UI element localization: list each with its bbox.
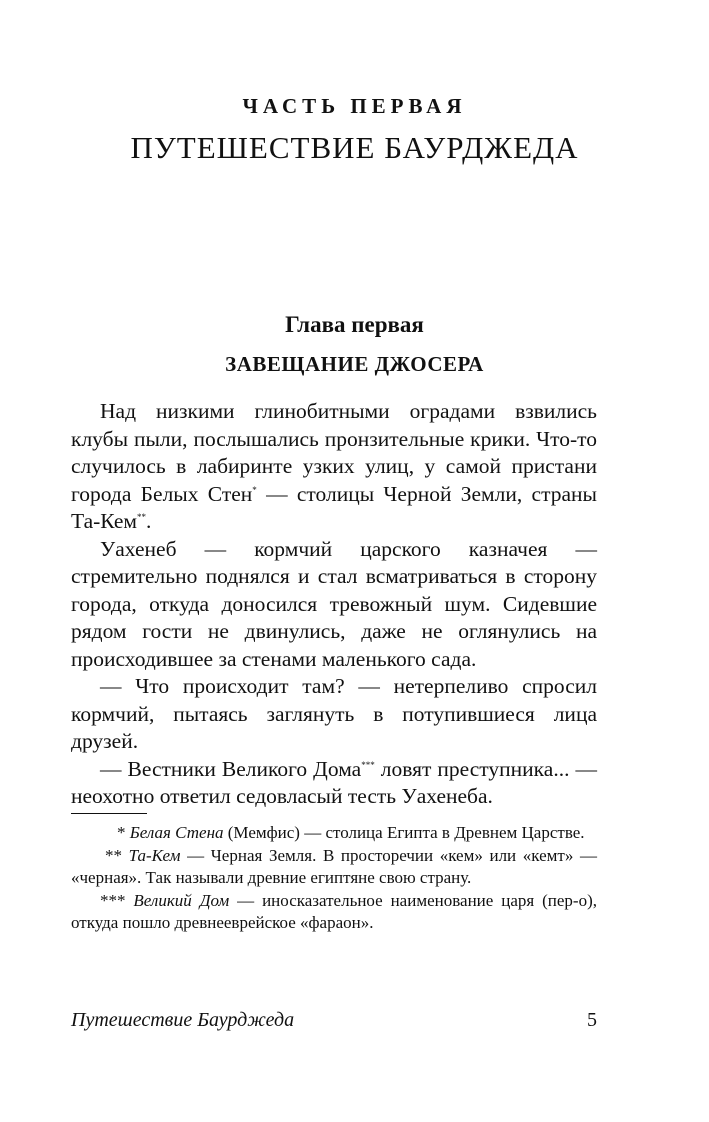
- footnote-3-text: — иносказательное наименование царя (пер-о), откуда пошло древнееврейское «фараон».: [71, 890, 597, 932]
- footnotes: [71, 822, 597, 935]
- paragraph-2: Уахенеб — кормчий царского казначея — стремительно поднялся и стал всматриваться в сторону города, откуда доносился тревожный шум. Сидевшие рядом гости не двинулись, даже не оглянулись на происходившее за стенами маленького сада.: [71, 536, 597, 671]
- paragraph-4: [71, 756, 597, 811]
- paragraph-1: [71, 398, 597, 536]
- footnote-1-marker: *: [117, 823, 130, 842]
- running-footer-title: Путешествие Баурджеда: [71, 1009, 295, 1031]
- footnote-rule: [71, 813, 147, 814]
- book-title: ПУТЕШЕСТВИЕ БАУРДЖЕДА: [130, 130, 579, 165]
- paragraph-1-text-a: Над низкими глинобитными оградами взвились клубы пыли, послышались пронзительные крики. Что-то случилось в лабиринте узких улиц, у самой пристани города Белых Стен: [71, 399, 597, 506]
- footnote-ref-2: **: [136, 511, 146, 522]
- footnote-2-marker: **: [105, 845, 129, 865]
- footnote-ref-1: *: [252, 484, 257, 495]
- footnote-1-text: (Мемфис) — столица Египта в Древнем Царстве.: [223, 823, 585, 842]
- footnote-3-term: Великий Дом: [133, 890, 230, 910]
- footnote-2: [71, 845, 597, 890]
- part-label: ЧАСТЬ ПЕРВАЯ: [242, 94, 467, 118]
- footnote-2-term: Та-Кем: [128, 845, 181, 865]
- chapter-title: ЗАВЕЩАНИЕ ДЖОСЕРА: [225, 352, 484, 376]
- footnote-ref-3: ***: [361, 759, 375, 770]
- footnote-2-text: — Черная Земля. В просторечии «кем» или «кемт» — «черная». Так называли древние египтяне свою страну.: [71, 845, 598, 887]
- paragraph-4-text-b: ловят преступника... — неохотно ответил седовласый тесть Уахенеба.: [71, 756, 597, 808]
- chapter-label: Глава первая: [285, 312, 424, 337]
- paragraph-4-text-a: — Вестники Великого Дома: [100, 756, 362, 781]
- page-number: 5: [587, 1009, 597, 1031]
- footnote-1-term: Белая Стена: [129, 823, 224, 842]
- footnote-1: [71, 822, 597, 845]
- paragraph-1-text-b: — столицы Черной Земли, страны Та-Кем: [71, 481, 597, 533]
- footnote-3: [71, 890, 597, 935]
- paragraph-3: — Что происходит там? — нетерпеливо спросил кормчий, пытаясь заглянуть в потупившиеся лица друзей.: [71, 674, 597, 753]
- footnote-3-marker: ***: [100, 890, 134, 910]
- paragraph-1-text-c: .: [145, 509, 152, 533]
- body-text: [71, 398, 597, 811]
